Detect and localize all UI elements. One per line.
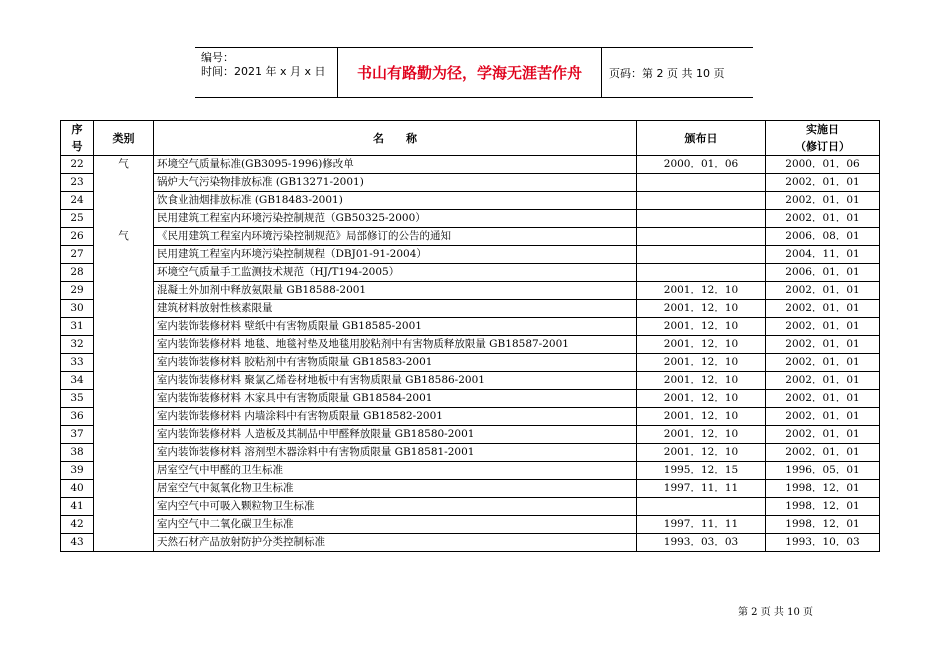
row-number: 37 bbox=[61, 426, 94, 444]
row-standard-name: 室内装饰装修材料 木家具中有害物质限量 GB18584-2001 bbox=[154, 390, 637, 408]
row-category bbox=[94, 300, 154, 318]
row-standard-name: 建筑材料放射性核素限量 bbox=[154, 300, 637, 318]
row-category bbox=[94, 462, 154, 480]
row-effective-date: 2002．01．01 bbox=[766, 372, 880, 390]
row-standard-name: 室内装饰装修材料 壁纸中有害物质限量 GB18585-2001 bbox=[154, 318, 637, 336]
row-issued-date: 2001．12．10 bbox=[637, 390, 766, 408]
row-category bbox=[94, 246, 154, 264]
table-row bbox=[61, 192, 880, 210]
row-standard-name: 室内装饰装修材料 胶粘剂中有害物质限量 GB18583-2001 bbox=[154, 354, 637, 372]
row-standard-name: 天然石材产品放射防护分类控制标准 bbox=[154, 534, 637, 552]
row-category bbox=[94, 354, 154, 372]
row-issued-date: 2001．12．10 bbox=[637, 354, 766, 372]
row-standard-name: 室内装饰装修材料 地毯、地毯衬垫及地毯用胶粘剂中有害物质释放限量 GB18587-2001 bbox=[154, 336, 637, 354]
column-header-issued: 颁布日 bbox=[637, 121, 766, 156]
row-effective-date: 2002．01．01 bbox=[766, 192, 880, 210]
table-row bbox=[61, 462, 880, 480]
row-number: 30 bbox=[61, 300, 94, 318]
row-effective-date: 2002．01．01 bbox=[766, 336, 880, 354]
row-category: 气 bbox=[94, 156, 154, 174]
table-row bbox=[61, 408, 880, 426]
document-header bbox=[195, 47, 753, 98]
row-number: 34 bbox=[61, 372, 94, 390]
row-category bbox=[94, 192, 154, 210]
row-number: 23 bbox=[61, 174, 94, 192]
column-header-effective: 实施日 （修订日） bbox=[766, 121, 880, 156]
row-effective-date: 2004．11．01 bbox=[766, 246, 880, 264]
header-page-info: 页码：第 2 页 共 10 页 bbox=[609, 66, 725, 80]
row-standard-name: 环境空气质量手工监测技术规范（HJ/T194-2005） bbox=[154, 264, 637, 282]
row-effective-date: 1998．12．01 bbox=[766, 516, 880, 534]
table-row bbox=[61, 444, 880, 462]
row-category bbox=[94, 480, 154, 498]
row-effective-date: 2002．01．01 bbox=[766, 300, 880, 318]
table-row bbox=[61, 210, 880, 228]
table-header-row bbox=[61, 121, 880, 156]
row-category bbox=[94, 210, 154, 228]
row-effective-date: 2002．01．01 bbox=[766, 426, 880, 444]
row-number: 38 bbox=[61, 444, 94, 462]
column-header-name: 名 称 bbox=[154, 121, 637, 156]
row-effective-date: 2006．01．01 bbox=[766, 264, 880, 282]
row-effective-date: 2002．01．01 bbox=[766, 174, 880, 192]
row-standard-name: 居室空气中氮氧化物卫生标准 bbox=[154, 480, 637, 498]
row-issued-date: 1997．11．11 bbox=[637, 516, 766, 534]
row-standard-name: 民用建筑工程室内环境污染控制规范（GB50325-2000） bbox=[154, 210, 637, 228]
row-category bbox=[94, 426, 154, 444]
row-issued-date: 2001．12．10 bbox=[637, 282, 766, 300]
table-row bbox=[61, 264, 880, 282]
row-number: 42 bbox=[61, 516, 94, 534]
table-row bbox=[61, 318, 880, 336]
row-number: 33 bbox=[61, 354, 94, 372]
row-issued-date bbox=[637, 210, 766, 228]
row-category bbox=[94, 516, 154, 534]
table-body bbox=[61, 156, 880, 552]
row-issued-date: 1997．11．11 bbox=[637, 480, 766, 498]
row-effective-date: 2002．01．01 bbox=[766, 282, 880, 300]
row-standard-name: 《民用建筑工程室内环境污染控制规范》局部修订的公告的通知 bbox=[154, 228, 637, 246]
row-number: 27 bbox=[61, 246, 94, 264]
row-standard-name: 居室空气中甲醛的卫生标准 bbox=[154, 462, 637, 480]
row-number: 39 bbox=[61, 462, 94, 480]
row-standard-name: 民用建筑工程室内环境污染控制规程（DBJ01-91-2004） bbox=[154, 246, 637, 264]
code-label: 编号： bbox=[201, 51, 234, 64]
row-issued-date: 2001．12．10 bbox=[637, 426, 766, 444]
column-header-category: 类别 bbox=[94, 121, 154, 156]
row-number: 29 bbox=[61, 282, 94, 300]
table-row bbox=[61, 354, 880, 372]
table-row bbox=[61, 228, 880, 246]
row-number: 31 bbox=[61, 318, 94, 336]
row-issued-date: 2001．12．10 bbox=[637, 372, 766, 390]
time-label: 时间：2021 年 x 月 x 日 bbox=[201, 65, 326, 78]
row-issued-date: 2001．12．10 bbox=[637, 318, 766, 336]
row-effective-date: 2002．01．01 bbox=[766, 444, 880, 462]
row-category bbox=[94, 336, 154, 354]
table-row bbox=[61, 336, 880, 354]
row-standard-name: 室内装饰装修材料 溶剂型木器涂料中有害物质限量 GB18581-2001 bbox=[154, 444, 637, 462]
row-number: 41 bbox=[61, 498, 94, 516]
row-effective-date: 2002．01．01 bbox=[766, 390, 880, 408]
row-standard-name: 锅炉大气污染物排放标准 (GB13271-2001) bbox=[154, 174, 637, 192]
row-standard-name: 室内空气中可吸入颗粒物卫生标准 bbox=[154, 498, 637, 516]
row-category bbox=[94, 174, 154, 192]
row-category: 气 bbox=[94, 228, 154, 246]
table-row bbox=[61, 156, 880, 174]
row-standard-name: 饮食业油烟排放标准 (GB18483-2001) bbox=[154, 192, 637, 210]
row-category bbox=[94, 372, 154, 390]
row-effective-date: 2002．01．01 bbox=[766, 210, 880, 228]
row-number: 35 bbox=[61, 390, 94, 408]
row-standard-name: 混凝土外加剂中释放氨限量 GB18588-2001 bbox=[154, 282, 637, 300]
row-issued-date: 2001．12．10 bbox=[637, 300, 766, 318]
row-issued-date: 2000．01．06 bbox=[637, 156, 766, 174]
row-number: 22 bbox=[61, 156, 94, 174]
table-row bbox=[61, 372, 880, 390]
row-number: 32 bbox=[61, 336, 94, 354]
row-effective-date: 2002．01．01 bbox=[766, 354, 880, 372]
row-issued-date: 2001．12．10 bbox=[637, 336, 766, 354]
table-row bbox=[61, 174, 880, 192]
row-number: 40 bbox=[61, 480, 94, 498]
row-category bbox=[94, 264, 154, 282]
row-effective-date: 1998．12．01 bbox=[766, 498, 880, 516]
row-effective-date: 2006．08．01 bbox=[766, 228, 880, 246]
row-effective-date: 1993．10．03 bbox=[766, 534, 880, 552]
row-standard-name: 室内装饰装修材料 聚氯乙烯卷材地板中有害物质限量 GB18586-2001 bbox=[154, 372, 637, 390]
row-effective-date: 1996．05．01 bbox=[766, 462, 880, 480]
row-standard-name: 室内装饰装修材料 人造板及其制品中甲醛释放限量 GB18580-2001 bbox=[154, 426, 637, 444]
table-row bbox=[61, 498, 880, 516]
table-row bbox=[61, 390, 880, 408]
row-category bbox=[94, 390, 154, 408]
row-effective-date: 2002．01．01 bbox=[766, 318, 880, 336]
table-row bbox=[61, 426, 880, 444]
row-issued-date: 1993．03．03 bbox=[637, 534, 766, 552]
row-standard-name: 室内空气中二氧化碳卫生标准 bbox=[154, 516, 637, 534]
row-number: 43 bbox=[61, 534, 94, 552]
header-meta bbox=[195, 48, 338, 97]
row-issued-date bbox=[637, 228, 766, 246]
row-number: 28 bbox=[61, 264, 94, 282]
row-issued-date bbox=[637, 174, 766, 192]
row-standard-name: 环境空气质量标准(GB3095-1996)修改单 bbox=[154, 156, 637, 174]
table-row bbox=[61, 516, 880, 534]
table-row bbox=[61, 534, 880, 552]
page-footer: 第 2 页 共 10 页 bbox=[738, 607, 813, 618]
row-effective-date: 1998．12．01 bbox=[766, 480, 880, 498]
row-category bbox=[94, 282, 154, 300]
row-issued-date: 2001．12．10 bbox=[637, 444, 766, 462]
row-issued-date bbox=[637, 246, 766, 264]
row-effective-date: 2000．01．06 bbox=[766, 156, 880, 174]
row-issued-date: 1995．12．15 bbox=[637, 462, 766, 480]
row-category bbox=[94, 318, 154, 336]
table-row bbox=[61, 282, 880, 300]
row-category bbox=[94, 498, 154, 516]
row-issued-date bbox=[637, 498, 766, 516]
header-motto: 书山有路勤为径，学海无涯苦作舟 bbox=[338, 48, 602, 97]
row-number: 36 bbox=[61, 408, 94, 426]
row-category bbox=[94, 408, 154, 426]
row-category bbox=[94, 444, 154, 462]
row-issued-date bbox=[637, 192, 766, 210]
row-effective-date: 2002．01．01 bbox=[766, 408, 880, 426]
row-issued-date: 2001．12．10 bbox=[637, 408, 766, 426]
column-header-seq: 序 号 bbox=[61, 121, 94, 156]
row-number: 24 bbox=[61, 192, 94, 210]
table-row bbox=[61, 300, 880, 318]
row-category bbox=[94, 534, 154, 552]
row-standard-name: 室内装饰装修材料 内墙涂料中有害物质限量 GB18582-2001 bbox=[154, 408, 637, 426]
row-issued-date bbox=[637, 264, 766, 282]
standards-table bbox=[60, 120, 880, 552]
table-row bbox=[61, 480, 880, 498]
row-number: 26 bbox=[61, 228, 94, 246]
row-number: 25 bbox=[61, 210, 94, 228]
table-row bbox=[61, 246, 880, 264]
